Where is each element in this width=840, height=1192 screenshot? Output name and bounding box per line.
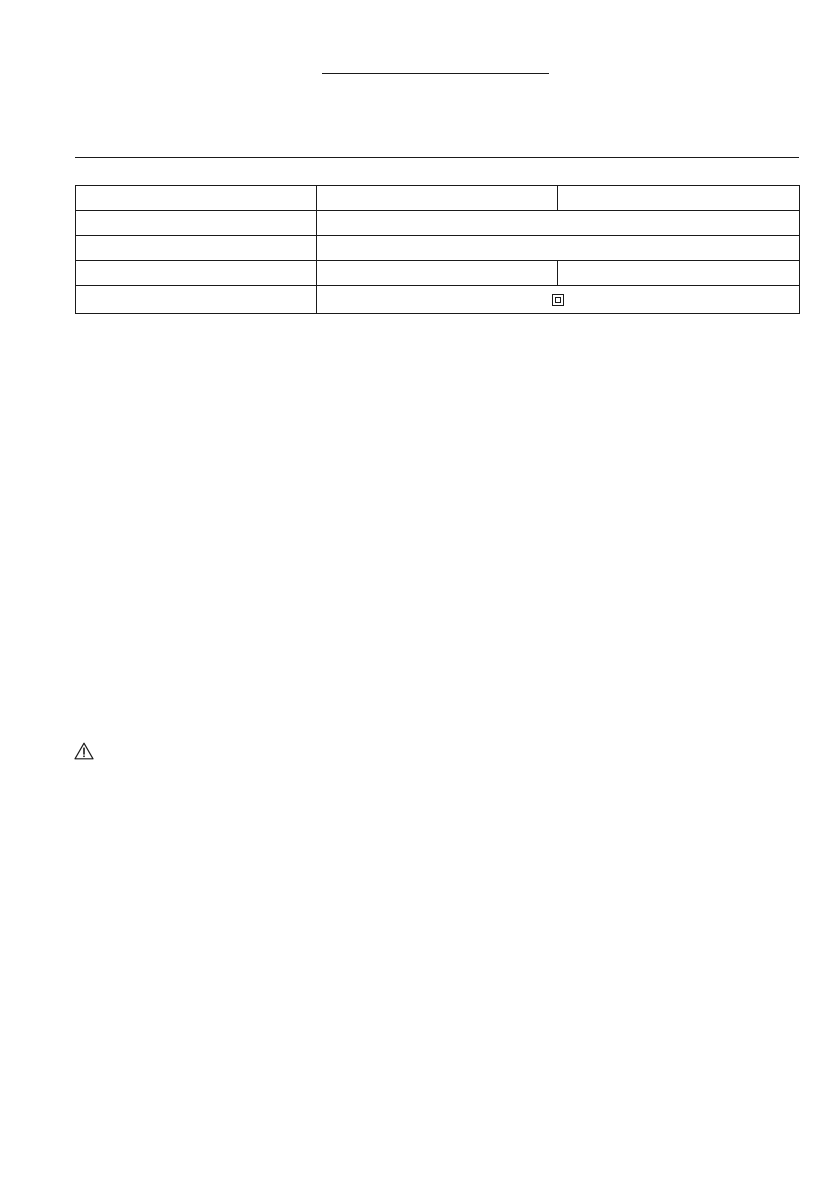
spec-label [76, 211, 317, 236]
table-row [76, 211, 800, 236]
spec-value [317, 211, 800, 236]
table-row [76, 186, 800, 211]
spec-label [76, 186, 317, 211]
section-divider [75, 157, 799, 158]
warning-triangle-icon [74, 742, 94, 760]
table-row [76, 286, 800, 314]
spec-value [317, 186, 558, 211]
spec-label [76, 236, 317, 261]
spec-value [558, 186, 800, 211]
spec-label [76, 286, 317, 314]
table-row [76, 236, 800, 261]
spec-label [76, 261, 317, 286]
title-underline [322, 73, 549, 74]
specifications-table [75, 185, 800, 314]
spec-value [558, 261, 800, 286]
spec-value [317, 261, 558, 286]
table-row [76, 261, 800, 286]
spec-value-cell [317, 286, 800, 314]
double-square-class-ii-icon [552, 294, 564, 306]
spec-value [317, 236, 800, 261]
